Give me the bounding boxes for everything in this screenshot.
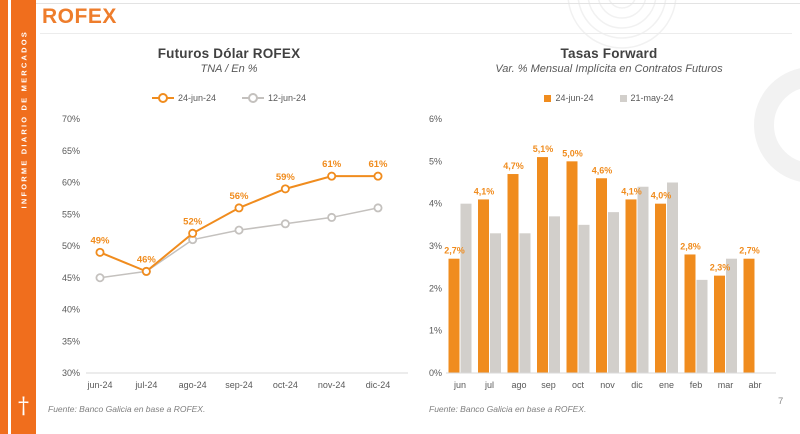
svg-text:sep-24: sep-24 <box>225 380 253 390</box>
legend-item-12-jun[interactable] <box>242 93 306 103</box>
svg-text:dic: dic <box>631 380 643 390</box>
svg-text:ago: ago <box>511 380 527 390</box>
svg-text:59%: 59% <box>275 171 295 183</box>
chart-title: Futuros Dólar ROFEX <box>157 46 301 61</box>
svg-text:49%: 49% <box>90 235 110 247</box>
title-divider <box>40 33 792 34</box>
svg-text:5,0%: 5,0% <box>562 148 583 159</box>
line-marker-icon <box>242 97 264 99</box>
svg-text:oct: oct <box>571 380 585 390</box>
svg-text:40%: 40% <box>61 304 80 315</box>
legend-label: 24-jun-24 <box>177 93 216 103</box>
dagger-icon: † <box>18 394 29 419</box>
svg-text:sep: sep <box>541 380 556 390</box>
svg-text:70%: 70% <box>61 114 80 124</box>
svg-text:feb: feb <box>689 380 703 390</box>
svg-text:jul-24: jul-24 <box>135 380 158 390</box>
legend-label: 21-may-24 <box>630 93 674 103</box>
svg-text:55%: 55% <box>61 209 80 220</box>
bar-chart-legend <box>424 92 794 104</box>
page-title: ROFEX <box>42 5 117 28</box>
source-note: Fuente: Banco Galicia en base a ROFEX. <box>429 404 587 414</box>
svg-text:jun: jun <box>453 380 467 390</box>
svg-text:2%: 2% <box>428 283 442 294</box>
svg-text:2,7%: 2,7% <box>444 245 465 256</box>
top-divider <box>36 3 800 4</box>
svg-text:52%: 52% <box>183 216 203 228</box>
svg-text:0%: 0% <box>428 368 442 378</box>
sidebar-title: INFORME DIARIO DE MERCADOS <box>19 30 28 209</box>
svg-text:5,1%: 5,1% <box>532 144 554 155</box>
svg-text:jul: jul <box>484 380 495 390</box>
bar-chart-plot[interactable] <box>424 107 794 397</box>
svg-text:ene: ene <box>658 380 675 390</box>
line-chart-plot[interactable] <box>40 107 418 397</box>
svg-text:6%: 6% <box>428 114 442 124</box>
svg-text:4%: 4% <box>428 198 442 209</box>
square-marker-icon <box>620 95 627 102</box>
sidebar <box>11 0 36 434</box>
source-note: Fuente: Banco Galicia en base a ROFEX. <box>48 404 206 414</box>
svg-text:4,0%: 4,0% <box>650 190 672 201</box>
svg-text:45%: 45% <box>61 272 80 283</box>
svg-text:4,1%: 4,1% <box>621 186 642 197</box>
svg-text:2,8%: 2,8% <box>680 241 701 252</box>
svg-text:35%: 35% <box>61 336 80 347</box>
svg-text:30%: 30% <box>61 368 80 378</box>
line-marker-icon <box>152 97 174 99</box>
svg-text:4,7%: 4,7% <box>503 161 524 172</box>
svg-text:5%: 5% <box>428 156 442 167</box>
svg-text:mar: mar <box>717 380 734 390</box>
chart-title: Tasas Forward <box>560 46 658 61</box>
svg-text:abr: abr <box>748 380 762 390</box>
svg-text:50%: 50% <box>61 241 80 251</box>
svg-text:61%: 61% <box>368 159 388 171</box>
svg-text:dic-24: dic-24 <box>365 380 391 390</box>
svg-text:jun-24: jun-24 <box>87 380 113 390</box>
chart-subtitle: TNA / En % <box>200 63 258 75</box>
left-edge-stripe <box>0 0 8 434</box>
svg-text:3%: 3% <box>428 241 442 251</box>
chart-subtitle: Var. % Mensual Implícita en Contratos Futuros <box>495 63 723 75</box>
svg-text:60%: 60% <box>61 177 80 188</box>
svg-text:1%: 1% <box>428 325 442 336</box>
svg-text:oct-24: oct-24 <box>272 380 298 390</box>
square-marker-icon <box>544 95 551 102</box>
svg-text:4,6%: 4,6% <box>591 165 613 176</box>
svg-text:46%: 46% <box>136 254 156 266</box>
line-chart-legend <box>40 92 418 104</box>
futuros-dolar-chart-section <box>40 46 418 421</box>
svg-text:56%: 56% <box>229 190 249 202</box>
legend-label: 12-jun-24 <box>268 93 307 103</box>
svg-text:2,7%: 2,7% <box>739 245 760 256</box>
legend-item-21-may[interactable] <box>620 93 674 103</box>
legend-item-24-jun[interactable] <box>152 93 216 103</box>
svg-text:nov-24: nov-24 <box>317 380 346 390</box>
svg-text:61%: 61% <box>322 159 342 171</box>
svg-text:2,3%: 2,3% <box>709 262 731 273</box>
svg-text:nov: nov <box>600 380 615 390</box>
svg-text:65%: 65% <box>61 145 80 156</box>
svg-text:ago-24: ago-24 <box>178 380 207 390</box>
legend-label: 24-jun-24 <box>555 93 594 103</box>
svg-text:4,1%: 4,1% <box>473 186 495 197</box>
legend-item-24-jun[interactable] <box>544 93 593 103</box>
page-number: 7 <box>778 396 784 407</box>
tasas-forward-chart-section <box>424 46 794 421</box>
